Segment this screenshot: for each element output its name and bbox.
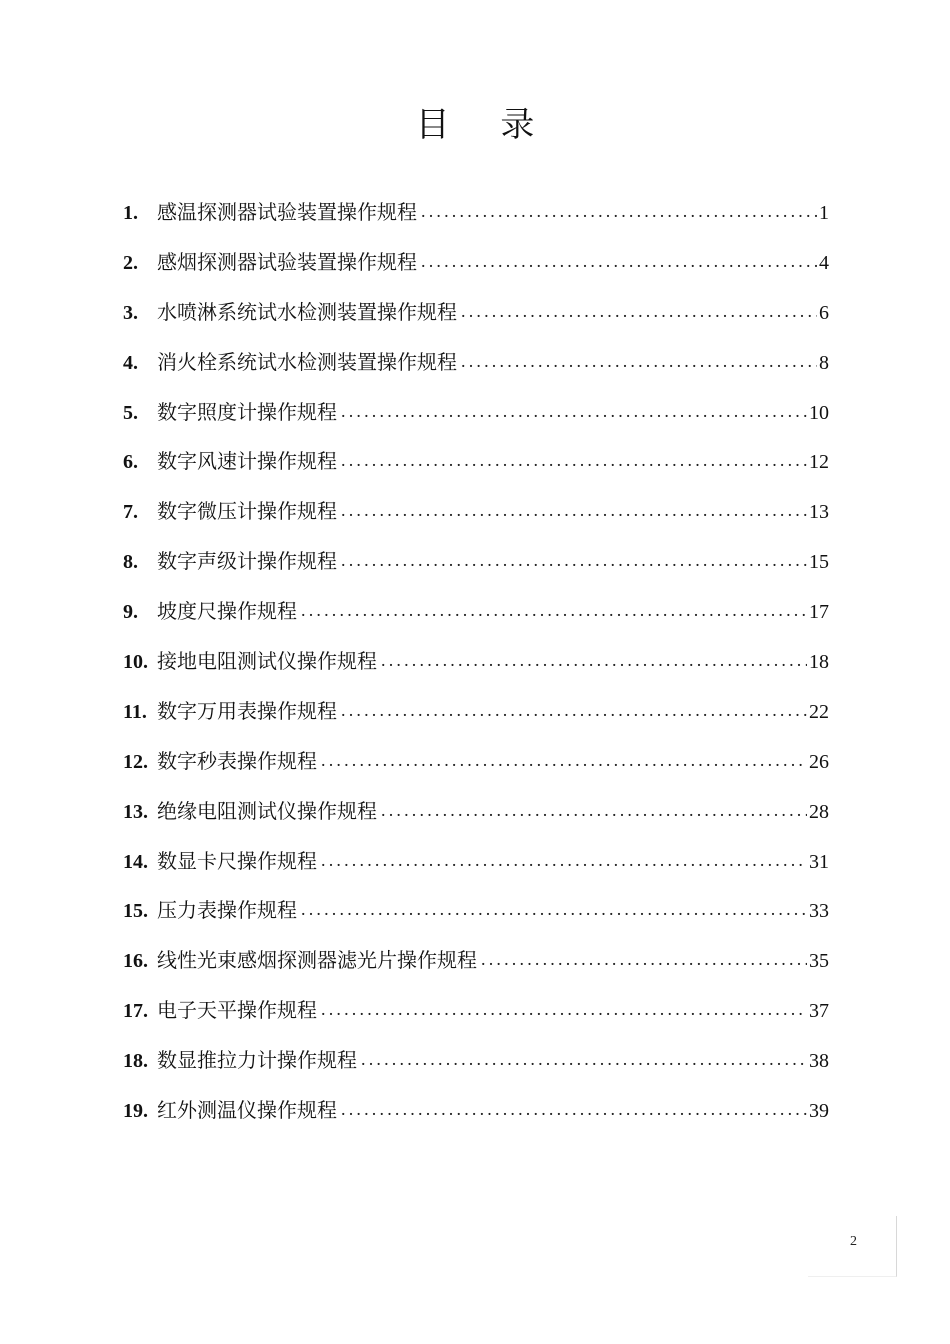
toc-leader-dots — [421, 187, 817, 237]
toc-page-number: 4 — [819, 251, 829, 274]
toc-entry-17[interactable] — [123, 986, 829, 1036]
toc-title: 线性光束感烟探测器滤光片操作规程 — [157, 948, 477, 973]
toc-number: 3. — [123, 301, 138, 324]
toc-title: 接地电阻测试仪操作规程 — [157, 649, 377, 674]
toc-entry-18[interactable] — [123, 1036, 829, 1086]
toc-leader-dots — [321, 736, 807, 786]
toc-leader-dots — [301, 586, 807, 636]
page-number: 2 — [850, 1234, 857, 1249]
toc-number: 7. — [123, 501, 138, 524]
toc-entry-5[interactable] — [123, 388, 829, 438]
toc-title: 数字秒表操作规程 — [157, 748, 317, 773]
toc-leader-dots — [321, 985, 807, 1035]
toc-number: 19. — [123, 1100, 148, 1123]
toc-entry-12[interactable] — [123, 737, 829, 787]
toc-entry-2[interactable] — [123, 238, 829, 288]
toc-number: 9. — [123, 601, 138, 624]
toc-page-number: 31 — [809, 850, 829, 873]
toc-page-number: 6 — [819, 301, 829, 324]
toc-title: 电子天平操作规程 — [157, 998, 317, 1023]
toc-leader-dots — [341, 486, 807, 536]
toc-page-number: 15 — [809, 551, 829, 574]
toc-title: 感温探测器试验装置操作规程 — [157, 200, 417, 224]
page-title: 目 录 — [415, 105, 555, 145]
toc-page-number: 17 — [809, 601, 829, 624]
toc-leader-dots — [381, 636, 807, 686]
toc-title: 数字照度计操作规程 — [157, 399, 337, 424]
toc-title: 数字声级计操作规程 — [157, 549, 337, 574]
toc-leader-dots — [321, 836, 807, 886]
toc-page-number: 33 — [809, 900, 829, 923]
toc-leader-dots — [341, 436, 807, 486]
toc-title: 坡度尺操作规程 — [157, 599, 297, 624]
toc-leader-dots — [481, 935, 807, 985]
toc-title: 感烟探测器试验装置操作规程 — [157, 249, 417, 274]
toc-page-number: 1 — [819, 202, 829, 224]
toc-page-number: 8 — [819, 351, 829, 374]
toc-entry-10[interactable] — [123, 637, 829, 687]
toc-number: 18. — [123, 1050, 148, 1073]
toc-page-number: 37 — [809, 1000, 829, 1023]
toc-title: 水喷淋系统试水检测装置操作规程 — [157, 299, 457, 324]
toc-entry-3[interactable] — [123, 288, 829, 338]
toc-entry-19[interactable] — [123, 1086, 829, 1136]
toc-title: 压力表操作规程 — [157, 898, 297, 923]
toc-page-number: 38 — [809, 1050, 829, 1073]
toc-entry-1[interactable] — [123, 188, 829, 238]
toc-title: 数显卡尺操作规程 — [157, 848, 317, 873]
toc-entry-16[interactable] — [123, 936, 829, 986]
toc-number: 8. — [123, 551, 138, 574]
toc-number: 13. — [123, 800, 148, 823]
toc-page-number: 35 — [809, 950, 829, 973]
toc-number: 12. — [123, 750, 148, 773]
toc-number: 1. — [123, 202, 138, 224]
toc-leader-dots — [421, 237, 817, 287]
toc-entry-14[interactable] — [123, 837, 829, 887]
toc-number: 6. — [123, 451, 138, 474]
table-of-contents — [123, 188, 829, 1136]
toc-entry-4[interactable] — [123, 338, 829, 388]
toc-title: 消火栓系统试水检测装置操作规程 — [157, 349, 457, 374]
toc-number: 14. — [123, 850, 148, 873]
toc-leader-dots — [341, 387, 807, 437]
toc-entry-8[interactable] — [123, 537, 829, 587]
toc-entry-9[interactable] — [123, 587, 829, 637]
toc-entry-13[interactable] — [123, 787, 829, 837]
toc-page-number: 12 — [809, 451, 829, 474]
toc-page-number: 18 — [809, 651, 829, 674]
toc-page-number: 28 — [809, 800, 829, 823]
toc-leader-dots — [381, 786, 807, 836]
toc-page-number: 39 — [809, 1100, 829, 1123]
toc-number: 5. — [123, 401, 138, 424]
toc-page-number: 22 — [809, 700, 829, 723]
toc-number: 4. — [123, 351, 138, 374]
toc-entry-11[interactable] — [123, 687, 829, 737]
toc-page-number: 13 — [809, 501, 829, 524]
toc-title: 数字微压计操作规程 — [157, 499, 337, 524]
toc-page-number: 26 — [809, 750, 829, 773]
toc-number: 2. — [123, 251, 138, 274]
toc-leader-dots — [461, 337, 817, 387]
toc-leader-dots — [341, 686, 807, 736]
toc-number: 10. — [123, 651, 148, 674]
toc-title: 数字万用表操作规程 — [157, 698, 337, 723]
toc-leader-dots — [341, 536, 807, 586]
toc-number: 15. — [123, 900, 148, 923]
toc-leader-dots — [461, 287, 817, 337]
toc-entry-7[interactable] — [123, 487, 829, 537]
toc-number: 16. — [123, 950, 148, 973]
toc-title: 红外测温仪操作规程 — [157, 1098, 337, 1123]
toc-leader-dots — [361, 1035, 807, 1085]
toc-number: 11. — [123, 700, 147, 723]
toc-page-number: 10 — [809, 401, 829, 424]
toc-title: 数字风速计操作规程 — [157, 449, 337, 474]
toc-entry-15[interactable] — [123, 886, 829, 936]
toc-number: 17. — [123, 1000, 148, 1023]
toc-title: 绝缘电阻测试仪操作规程 — [157, 798, 377, 823]
toc-leader-dots — [301, 885, 807, 935]
toc-entry-6[interactable] — [123, 437, 829, 487]
toc-leader-dots — [341, 1085, 807, 1135]
toc-title: 数显推拉力计操作规程 — [157, 1048, 357, 1073]
